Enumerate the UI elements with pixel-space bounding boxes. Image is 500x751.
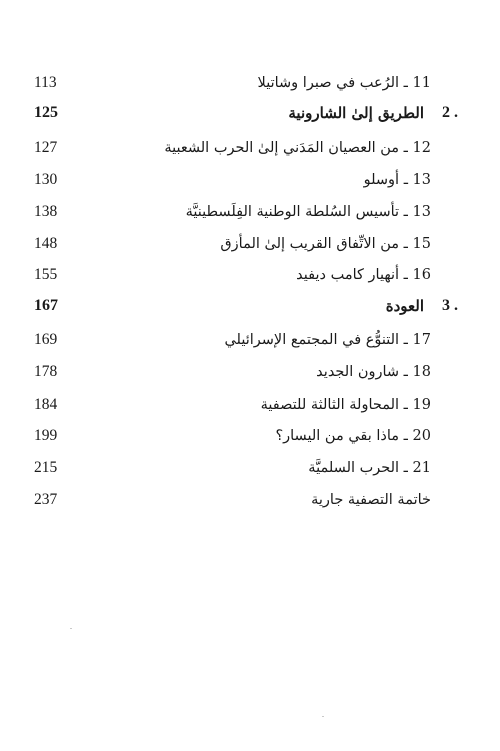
toc-entry-title: خاتمة التصفية جارية (311, 492, 431, 508)
toc-entry (34, 423, 458, 449)
toc-entry-title: 20 ـ ماذا بقي من اليسار؟ (275, 428, 431, 444)
toc-page-number: 184 (34, 396, 58, 413)
toc-entry-title: 13 ـ أوسلو (363, 172, 431, 188)
toc-page-number: 178 (34, 363, 58, 380)
toc-page-number: 130 (34, 171, 58, 188)
toc-entry (34, 231, 458, 257)
toc-page-number: 215 (34, 459, 58, 476)
toc-page-number: 127 (34, 139, 58, 156)
toc-entry (34, 392, 458, 418)
toc-page-number: 167 (34, 297, 58, 314)
toc-entry (34, 167, 458, 193)
toc-entry-title: 16 ـ أنهيار كامب ديفيد (296, 267, 431, 283)
toc-entry (34, 327, 458, 353)
toc-entry-title: 13 ـ تأسيس السُلطة الوطنية الفِلَسطينيَّة (185, 204, 431, 220)
toc-entry (34, 359, 458, 385)
toc-section-title: الطريق إلىٰ الشارونية (288, 104, 424, 122)
toc-entry (34, 135, 458, 161)
toc-entry (34, 262, 458, 288)
toc-page-number: 169 (34, 331, 58, 348)
toc-page-number: 237 (34, 491, 58, 508)
toc-page-number: 138 (34, 203, 58, 220)
toc-entry-title: 18 ـ شارون الجديد (316, 364, 431, 380)
toc-page-number: 125 (34, 104, 58, 121)
toc-section-heading (34, 293, 458, 319)
toc-section-number: 3 . (442, 297, 458, 314)
table-of-contents (34, 0, 458, 751)
toc-page-number: 148 (34, 235, 58, 252)
toc-section-title: العودة (385, 297, 424, 315)
toc-entry (34, 199, 458, 225)
toc-entry-title: 21 ـ الحرب السلميَّة (308, 460, 431, 476)
toc-page-number: 155 (34, 266, 58, 283)
toc-entry-title: 17 ـ التنوُّع في المجتمع الإسرائيلي (224, 332, 431, 348)
toc-entry-title: 19 ـ المحاولة الثالثة للتصفية (260, 397, 431, 413)
toc-entry-title: 11 ـ الرُعب في صبرا وشاتيلا (257, 75, 431, 91)
scan-speck (322, 716, 324, 717)
toc-entry-title: 15 ـ من الاتِّفاق القريب إلىٰ المأزق (220, 236, 431, 252)
toc-page-number: 199 (34, 427, 58, 444)
toc-entry-title: 12 ـ من العصيان المَدَني إلىٰ الحرب الشعبية (164, 140, 431, 156)
toc-section-heading (34, 100, 458, 126)
toc-entry (34, 487, 458, 513)
toc-section-number: 2 . (442, 104, 458, 121)
toc-page-number: 113 (34, 74, 57, 91)
scan-speck (70, 628, 72, 629)
toc-entry (34, 70, 458, 96)
toc-entry (34, 455, 458, 481)
